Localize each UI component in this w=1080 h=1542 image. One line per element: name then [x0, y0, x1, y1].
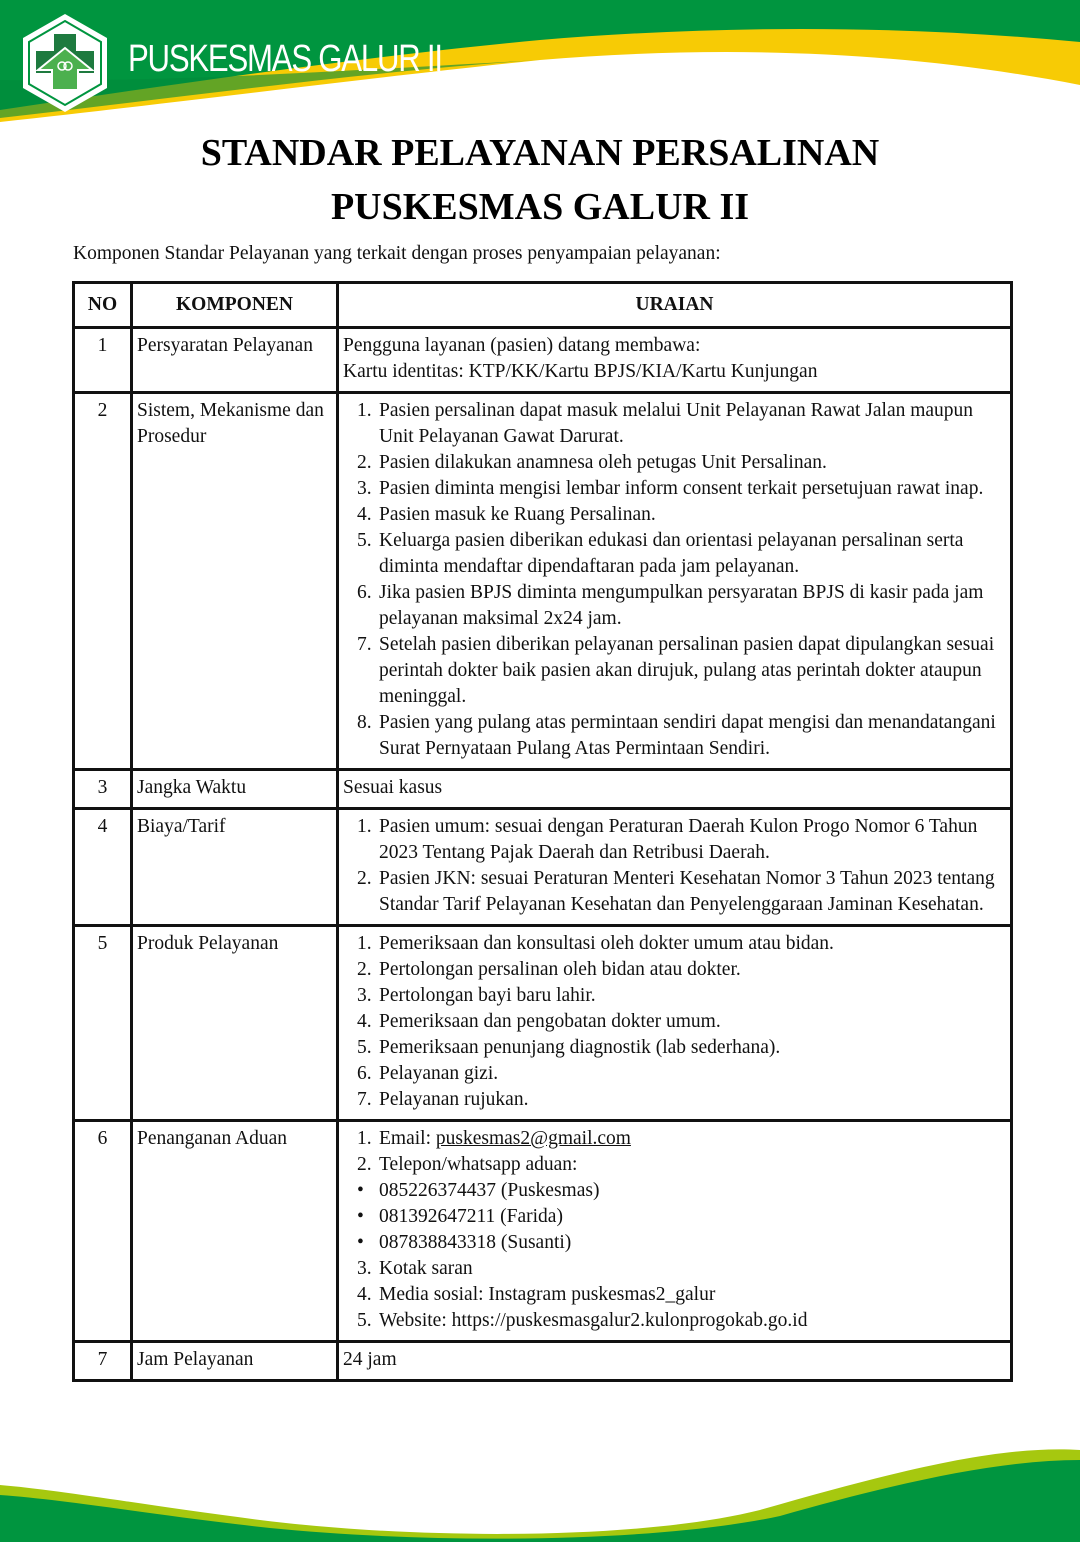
page-title — [0, 126, 1080, 234]
uraian-text: 24 jam — [343, 1349, 397, 1370]
row-number: 4 — [97, 816, 108, 837]
title-line-1: STANDAR PELAYANAN PERSALINAN — [200, 132, 880, 174]
footer-wave — [0, 1440, 1080, 1542]
list-item: 6. Jika pasien BPJS diminta mengumpulkan persyaratan BPJS di kasir pada jam pelayanan maksimal 2x24 jam. — [357, 582, 984, 629]
row-number: 3 — [97, 777, 108, 798]
row-komponen: Produk Pelayanan — [137, 933, 279, 954]
row-komponen: Persyaratan Pelayanan — [137, 335, 313, 356]
row-number: 5 — [97, 933, 108, 954]
row-number: 1 — [97, 335, 108, 356]
list-item: 2. Telepon/whatsapp aduan: — [357, 1154, 578, 1175]
brand-name: PUSKESMAS GALUR II — [128, 38, 442, 80]
header-komponen: KOMPONEN — [132, 283, 338, 328]
header-uraian: URAIAN — [338, 283, 1012, 328]
list-item: 3. Kotak saran — [357, 1258, 473, 1279]
table-row — [74, 1121, 1012, 1342]
phone-item: • 087838843318 (Susanti) — [357, 1230, 1004, 1256]
title-line-2: PUSKESMAS GALUR II — [330, 186, 750, 228]
list-item: 4. Pasien masuk ke Ruang Persalinan. — [357, 504, 656, 525]
list-item: 2. Pasien dilakukan anamnesa oleh petugas Unit Persalinan. — [357, 452, 827, 473]
phone-item: • 081392647211 (Farida) — [357, 1204, 1004, 1230]
row-number: 7 — [97, 1349, 108, 1370]
intro-text: Komponen Standar Pelayanan yang terkait dengan proses penyampaian pelayanan: — [73, 243, 721, 264]
list-item: 5. Website: https://puskesmasgalur2.kulonprogokab.go.id — [357, 1310, 808, 1331]
row-komponen: Biaya/Tarif — [137, 816, 226, 837]
health-cross-house-hexagon-icon — [20, 12, 110, 114]
bullet-icon: • — [357, 1180, 364, 1201]
procedure-list — [343, 398, 1004, 762]
uraian-line: Kartu identitas: KTP/KK/Kartu BPJS/KIA/Kartu Kunjungan — [343, 361, 818, 382]
list-item: 2. Pasien JKN: sesuai Peraturan Menteri Kesehatan Nomor 3 Tahun 2023 tentang Standar Tarif Pelayanan Kesehatan dan Penyelenggaraan Jaminan Kesehatan. — [357, 868, 995, 915]
table-row — [74, 1342, 1012, 1381]
complaint-list — [343, 1126, 1004, 1334]
table-header-row — [74, 283, 1012, 328]
row-komponen: Jam Pelayanan — [137, 1349, 254, 1370]
list-item: 2. Pertolongan persalinan oleh bidan atau dokter. — [357, 959, 741, 980]
list-item: 6. Pelayanan gizi. — [357, 1063, 499, 1084]
product-list — [343, 931, 1004, 1113]
list-item: 8. Pasien yang pulang atas permintaan sendiri dapat mengisi dan menandatangani Surat Pernyataan Pulang Atas Permintaan Sendiri. — [357, 712, 996, 759]
uraian-text: Sesuai kasus — [343, 777, 443, 798]
list-item: 1. Pemeriksaan dan konsultasi oleh dokter umum atau bidan. — [357, 933, 834, 954]
tariff-list — [343, 814, 1004, 918]
table-row — [74, 770, 1012, 809]
list-item: 7. Pelayanan rujukan. — [357, 1089, 529, 1110]
uraian-line: Pengguna layanan (pasien) datang membawa: — [343, 335, 701, 356]
list-item: 4. Media sosial: Instagram puskesmas2_galur — [357, 1284, 716, 1305]
list-item: 4. Pemeriksaan dan pengobatan dokter umum. — [357, 1011, 721, 1032]
list-item: 3. Pertolongan bayi baru lahir. — [357, 985, 596, 1006]
table-row — [74, 328, 1012, 393]
list-item: 5. Keluarga pasien diberikan edukasi dan orientasi pelayanan persalinan serta diminta mendaftar dipendaftaran pada jam pelayanan. — [357, 530, 964, 577]
bullet-icon: • — [357, 1206, 364, 1227]
list-item: 1. Pasien persalinan dapat masuk melalui Unit Pelayanan Rawat Jalan maupun Unit Pelayanan Gawat Darurat. — [357, 400, 974, 447]
list-item: 7. Setelah pasien diberikan pelayanan persalinan pasien dapat dipulangkan sesuai perintah dokter baik pasien akan dirujuk, pulang atas perintah dokter ataupun meninggal. — [357, 634, 995, 707]
header-no: NO — [74, 283, 132, 328]
list-item-email: 1. Email: puskesmas2@gmail.com — [357, 1128, 631, 1149]
row-komponen: Jangka Waktu — [137, 777, 247, 798]
list-item: 1. Pasien umum: sesuai dengan Peraturan Daerah Kulon Progo Nomor 6 Tahun 2023 Tentang Pajak Daerah dan Retribusi Daerah. — [357, 816, 978, 863]
table-row — [74, 393, 1012, 770]
row-komponen: Penanganan Aduan — [137, 1128, 288, 1149]
service-standard-table — [72, 281, 1013, 1382]
list-item: 3. Pasien diminta mengisi lembar inform consent terkait persetujuan rawat inap. — [357, 478, 984, 499]
list-item: 5. Pemeriksaan penunjang diagnostik (lab sederhana). — [357, 1037, 781, 1058]
bullet-icon: • — [357, 1232, 364, 1253]
row-komponen: Sistem, Mekanisme dan Prosedur — [137, 400, 324, 447]
row-number: 6 — [97, 1128, 108, 1149]
phone-item: • 085226374437 (Puskesmas) — [357, 1178, 1004, 1204]
table-row — [74, 926, 1012, 1121]
row-number: 2 — [97, 400, 108, 421]
email-link[interactable]: puskesmas2@gmail.com — [435, 1128, 631, 1149]
table-row — [74, 809, 1012, 926]
